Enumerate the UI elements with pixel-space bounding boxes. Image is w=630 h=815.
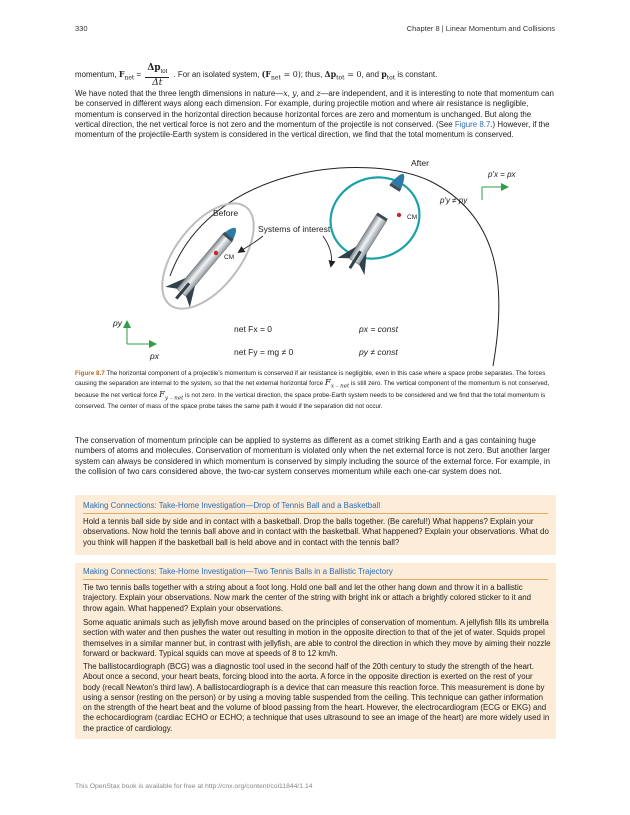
intro-constant: is constant. [397, 69, 438, 79]
box2-paragraph-1: Tie two tennis balls together with a string about a foot long. Hold one ball and let the other hang down and throw it in a ballistic trajectory. Explain your observations. Now mark the center of the string with bright ink or attach a brightly colored sticker to it and throw again. What happened? Explain your observations. [83, 583, 532, 613]
probe-nose-icon [389, 171, 408, 192]
intro-isolated-text: . For an isolated system, [173, 69, 260, 79]
box1-title: Making Connections: Take-Home Investigation—Drop of Tennis Ball and a Basketball [83, 501, 381, 510]
label-before: Before [213, 208, 239, 218]
label-net-fx: net Fx = 0 [234, 324, 273, 334]
intro-paragraph [75, 62, 557, 89]
rocket-before-icon [164, 218, 248, 309]
systems-arrow-right [323, 236, 332, 266]
intro-momentum-label: momentum, [75, 69, 117, 79]
cm-marker-after [397, 213, 401, 217]
label-py-prime-neq: p′y ≠ py [440, 196, 468, 205]
intro-eq1: $(F_{net} = 0)$ [261, 69, 301, 82]
box2-divider [83, 579, 548, 580]
label-net-fy: net Fy = mg ≠ 0 [234, 347, 294, 357]
box2-title: Making Connections: Take-Home Investigation—Two Tennis Balls in a Ballistic Trajectory [83, 567, 393, 576]
intro-fraction: $\frac{\Delta p_{tot}}{\Delta t}$ [147, 63, 168, 88]
intro-equals: = [136, 69, 142, 79]
page-number: 330 [75, 24, 88, 33]
figure-8-7-link[interactable]: Figure 8.7 [454, 119, 491, 129]
label-after: After [411, 158, 429, 168]
intro-eq3: $p_{tot}$ [381, 69, 396, 82]
figure-caption: Figure 8.7 The horizontal component of a projectile's momentum is conserved if air resistance is negligible, even in this case where a space probe separates. The forces causing the separation are internal to the system, so that the net external horizontal force $F_{x - net}$ is still zero. The vertical component of the momentum is not conserved, because the net vertical force $F_{y - net}$ is not zero. In the vertical direction, the space probe-Earth system needs to be considered and we find that the total momentum is conserved. The center of mass of the space probe takes the same path it would if the separation did not occur. [75, 370, 550, 411]
box2-paragraph-3: The ballistocardiograph (BCG) was a diagnostic tool used in the second half of the 20th century to study the strength of the heart. About once a second, your heart beats, forcing blood into the aorta. A force in the opposite direction is exerted on the rest of your body (recall Newton's third law). A ballistocardiograph is a device that can measure this reaction force. This measurement is done by using a sensor (resting on the person) or by using a moving table suspended from the ceiling. This technique can gather information on the strength of the heart beat and the volume of blood passing from the heart. However, the electrocardiogram (ECG or EKG) and the echocardiogram (cardiac ECHO or ECHO; a technique that uses ultrasound to see an image of the heart) are more widely used in the practice of cardiology. [83, 662, 550, 733]
cm-marker-before [214, 251, 218, 255]
running-head: Chapter 8 | Linear Momentum and Collisions [406, 24, 555, 33]
box1-divider [83, 513, 548, 514]
intro-and: , and [361, 69, 380, 79]
paragraph-dimensions: We have noted that the three length dimensions in nature—x, y, and z—are independent, and it is interesting to note that momentum can be conserved in different ways along each dimension. For example, during projectile motion and where air resistance is negligible, momentum is conserved in the horizontal direction because horizontal forces are zero and momentum is unchanged. But along the vertical direction, the net vertical force is not zero and the momentum of the projectile is not conserved. (See Figure 8.7.) However, if the momentum of the projectile-Earth system is considered in the vertical direction, we find that the total momentum is conserved. [75, 89, 554, 140]
box1-text: Hold a tennis ball side by side and in contact with a basketball. Drop the balls together. (Be careful!) What happens? Explain your observations. Now hold the tennis ball above and in contact with the basketball. What happened? Explain your observations. What do you think will happen if the basketball ball is held above and in contact with the tennis ball? [83, 517, 549, 547]
label-axis-px: px [150, 351, 159, 361]
intro-thus: ; thus, [300, 69, 323, 79]
label-systems-of-interest: Systems of interest [258, 224, 331, 234]
box2-paragraph-2: Some aquatic animals such as jellyfish move around based on the principles of conservation of momentum. A jellyfish fills its umbrella section with water and then pushes the water out resulting in motion in the opposite direction to that of the jet of water. Squids propel themselves in a similar manner but, in contrast with jellyfish, are able to control the direction in which they move by aiming their nozzle forward or backward. Typical squids can move at speeds of 8 to 12 km/h. [83, 618, 551, 658]
label-axis-py: py [113, 318, 122, 328]
intro-fnet: $F_{net}$ [118, 69, 135, 82]
label-py-const: py ≠ const [359, 347, 398, 357]
box-take-home-2 [75, 563, 556, 739]
label-px-prime-eq: p′x = px [488, 170, 516, 179]
intro-eq2: $\Delta p_{tot} = 0$ [324, 69, 362, 82]
footer-text: This OpenStax book is available for free at http://cnx.org/content/col11844/1.14 [75, 783, 313, 790]
box-take-home-1 [75, 495, 556, 555]
paragraph-conservation: The conservation of momentum principle can be applied to systems as different as a comet striking Earth and a gas containing huge numbers of atoms and molecules. Conservation of momentum is violated only when the net external force is not zero. But another larger system can always be considered in which momentum is conserved by simply including the source of the external force. For example, in the collision of two cars considered above, the two-car system conserves momentum while each one-car system does not. [75, 436, 550, 476]
systems-arrow-left [239, 236, 263, 252]
figure-8-7-diagram [75, 156, 557, 368]
label-cm-before: CM [224, 254, 235, 261]
rocket-after-icon [336, 207, 396, 277]
label-px-const: px = const [359, 324, 398, 334]
label-cm-after: CM [407, 214, 418, 221]
